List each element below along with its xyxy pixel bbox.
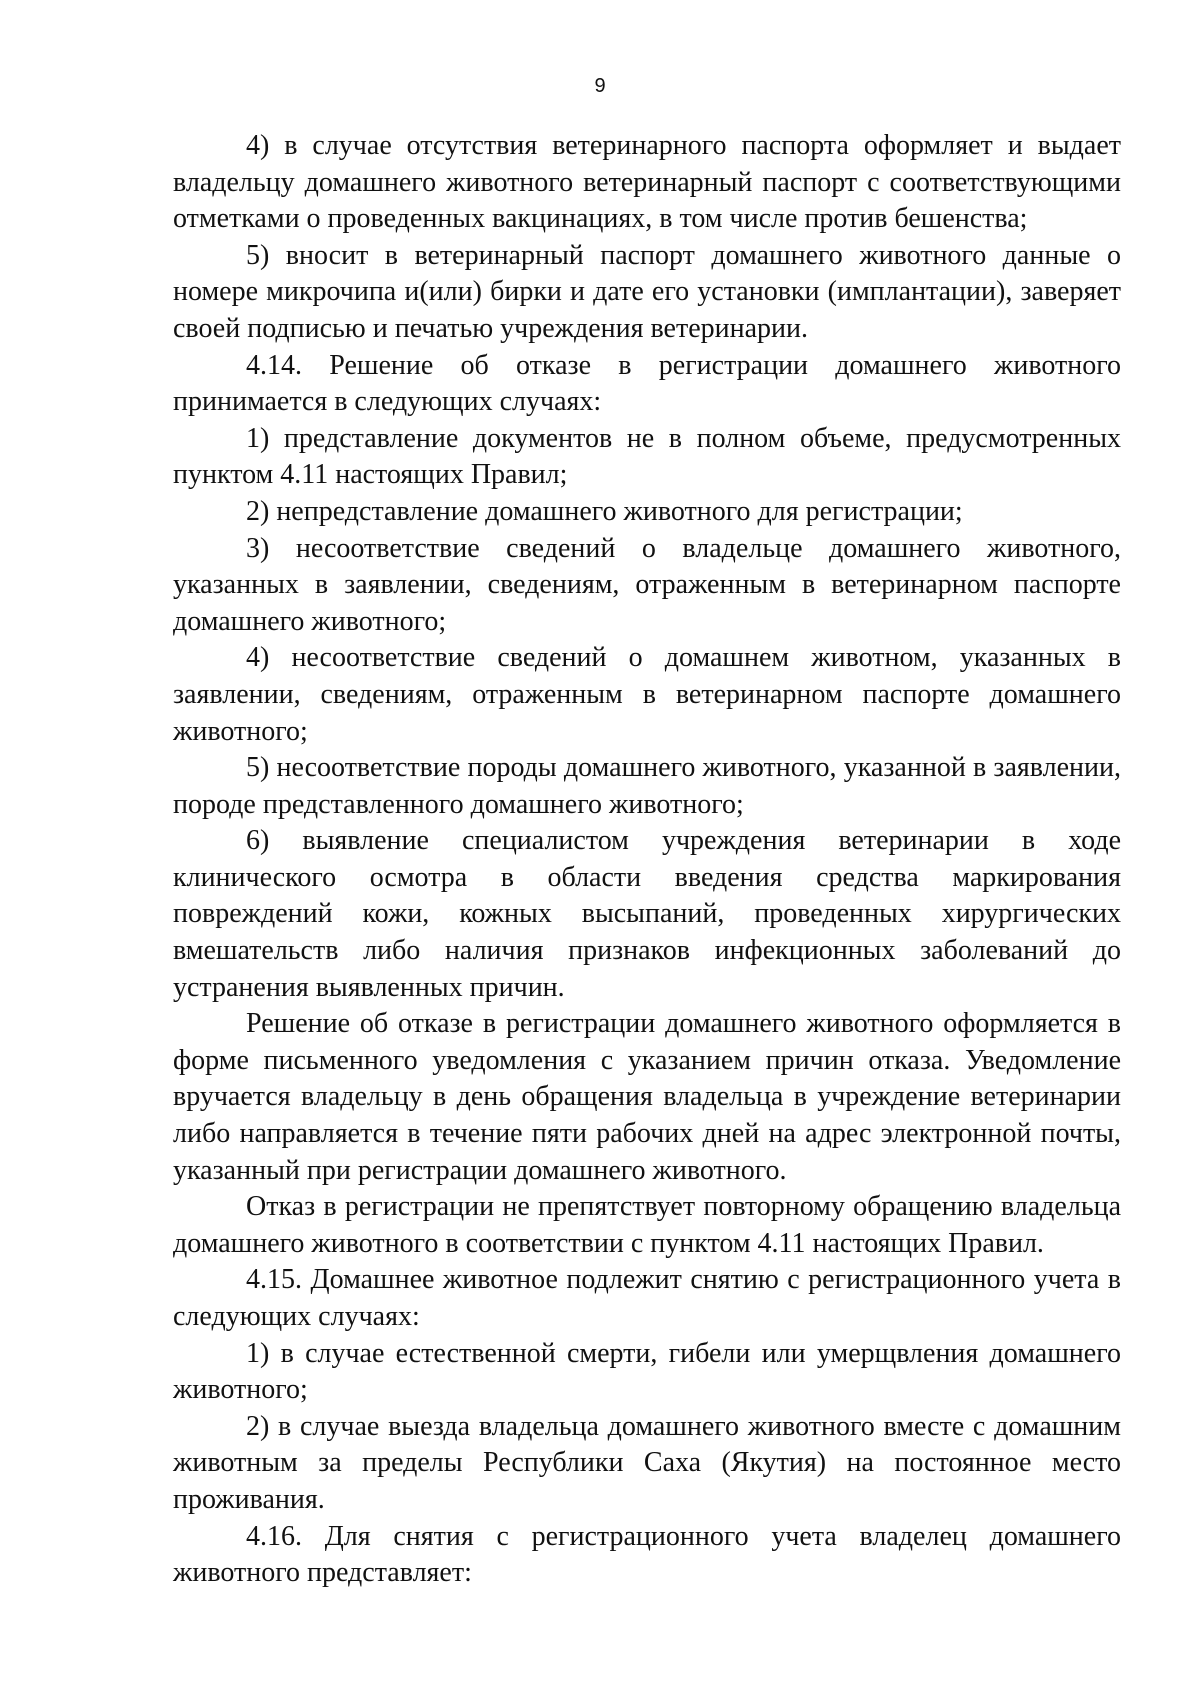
page-number: 9 bbox=[594, 75, 606, 97]
paragraph-item-5-microchip-data: 5) вносит в ветеринарный паспорт домашнего животного данные о номере микрочипа и(или) бирки и дате его установки (имплантации), заверяет своей подписью и печатью учреждения ветеринарии. bbox=[173, 239, 1121, 344]
paragraph-refusal-notice: Решение об отказе в регистрации домашнего животного оформляется в форме письменного уведомления с указанием причин отказа. Уведомление вручается владельцу в день обращения владельца в учреждение ветеринарии либо направляется в течение пяти рабочих дней на адрес электронной почты, указанный при регистрации домашнего животного. bbox=[173, 1008, 1121, 1186]
paragraph-refusal-reason-4: 4) несоответствие сведений о домашнем животном, указанных в заявлении, сведениям, отраженным в ветеринарном паспорте домашнего животного; bbox=[173, 642, 1121, 747]
paragraph-section-4-14: 4.14. Решение об отказе в регистрации домашнего животного принимается в следующих случаях: bbox=[173, 349, 1121, 418]
paragraph-deregistration-case-1: 1) в случае естественной смерти, гибели или умерщвления домашнего животного; bbox=[173, 1337, 1121, 1406]
paragraph-refusal-reason-2: 2) непредставление домашнего животного для регистрации; bbox=[246, 495, 963, 527]
paragraph-section-4-16: 4.16. Для снятия с регистрационного учета владелец домашнего животного представляет: bbox=[173, 1520, 1121, 1589]
paragraph-refusal-reason-3: 3) несоответствие сведений о владельце домашнего животного, указанных в заявлении, сведениям, отраженным в ветеринарном паспорте домашнего животного; bbox=[173, 532, 1121, 637]
paragraph-section-4-15: 4.15. Домашнее животное подлежит снятию с регистрационного учета в следующих случаях: bbox=[173, 1264, 1121, 1332]
paragraph-refusal-reason-6: 6) выявление специалистом учреждения ветеринарии в ходе клинического осмотра в области введения средства маркирования повреждений кожи, кожных высыпаний, проведенных хирургических вмешательств либо наличия признаков инфекционных заболеваний до устранения выявленных причин. bbox=[173, 825, 1121, 1003]
paragraph-item-4-veterinary-passport: 4) в случае отсутствия ветеринарного паспорта оформляет и выдает владельцу домашнего животного ветеринарный паспорт с соответствующими отметками о проведенных вакцинациях, в том числе против бешенства; bbox=[173, 130, 1121, 235]
paragraph-refusal-reason-5: 5) несоответствие породы домашнего животного, указанной в заявлении, породе представленного домашнего животного; bbox=[173, 752, 1121, 820]
paragraph-refusal-reason-1: 1) представление документов не в полном объеме, предусмотренных пунктом 4.11 настоящих Правил; bbox=[173, 422, 1121, 491]
document-body bbox=[173, 128, 1121, 1592]
paragraph-deregistration-case-2: 2) в случае выезда владельца домашнего животного вместе с домашним животным за пределы Республики Саха (Якутия) на постоянное место проживания. bbox=[173, 1410, 1121, 1515]
paragraph-repeat-application: Отказ в регистрации не препятствует повторному обращению владельца домашнего животного в соответствии с пунктом 4.11 настоящих Правил. bbox=[173, 1191, 1121, 1259]
